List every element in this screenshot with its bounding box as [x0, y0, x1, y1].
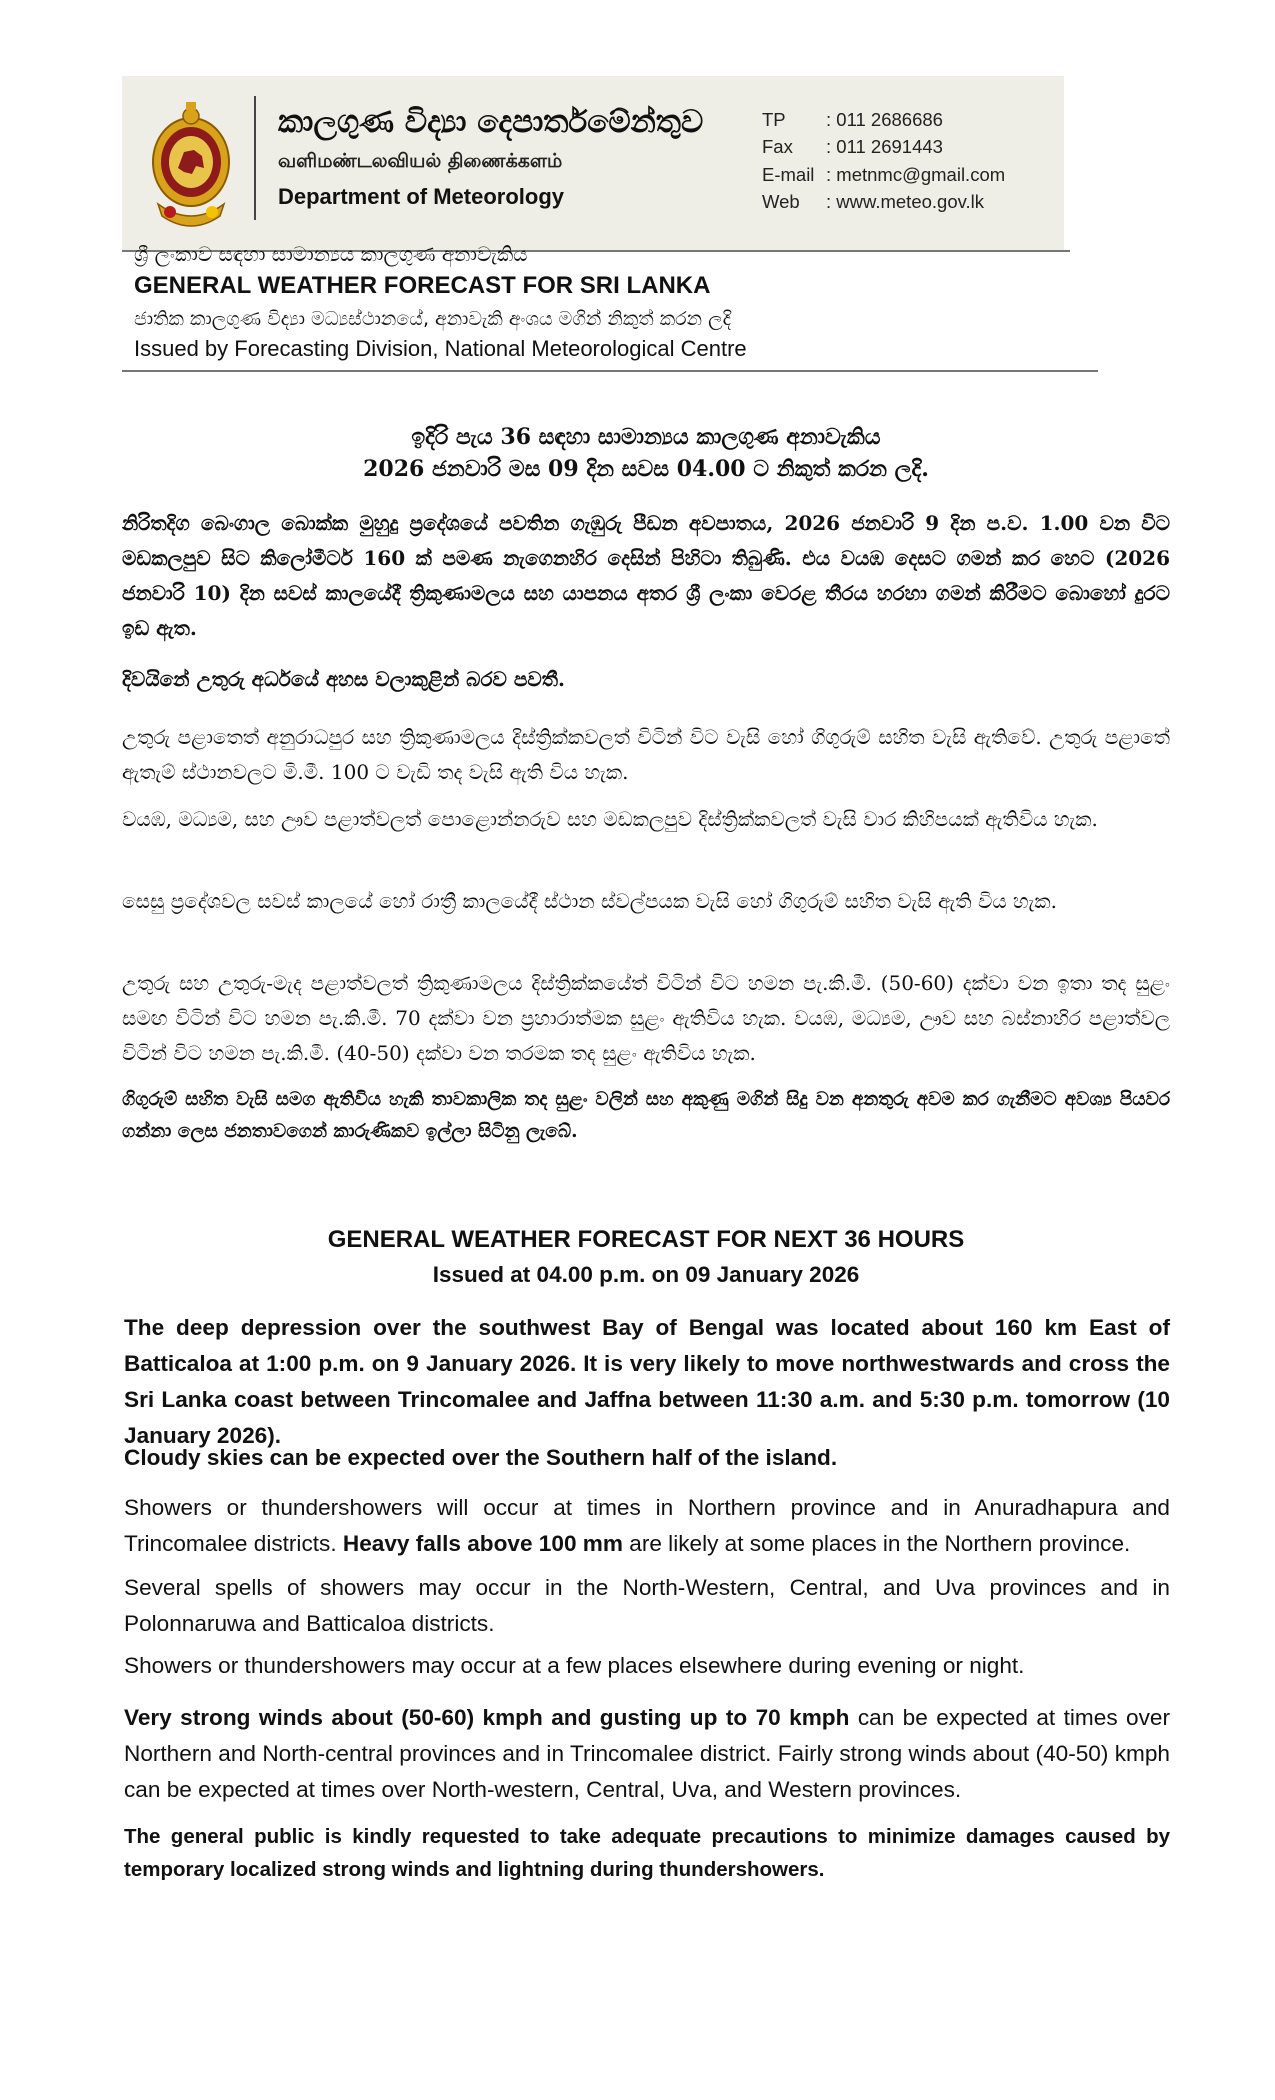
english-section-title: GENERAL WEATHER FORECAST FOR NEXT 36 HOURS	[327, 1226, 965, 1253]
sinhala-section-title: ඉදිරි පැය 36 සඳහා සාමාන්‍යය කාලගුණ අනාවැකිය	[411, 424, 881, 450]
english-paragraph-showers-provinces: Several spells of showers may occur in the North-Western, Central, and Uva provinces and in Polonnaruwa and Batticaloa districts.	[124, 1575, 1170, 1636]
sinhala-paragraph-showers-provinces: වයඹ, මධ්‍යම, සහ ඌව පළාත්වලත් පොළොන්නරුව සහ මඩකලපුව දිස්ත්‍රික්කවලත් වැසි වාර කිහිපයක් ඇතිවිය හැක.	[122, 807, 1098, 831]
english-paragraph-showers-elsewhere: Showers or thundershowers may occur at a few places elsewhere during evening or night.	[124, 1653, 1025, 1678]
org-name-sinhala: කාලගුණ විද්‍යා දෙපාර්තමේන්තුව	[278, 104, 704, 140]
contact-row-web: Web : www.meteo.gov.lk	[762, 191, 984, 213]
sinhala-paragraph-winds: උතුරු සහ උතුරු-මැද පළාත්වලත් ත්‍රිකුණාමලය දිස්ත්‍රික්කයේත් විටින් විට හමන පැ.කි.මී. (50-60) දක්වා වන ඉතා තද සුළං සමඟ විටින් විට හමන පැ.කි.මී. 70 දක්වා වන ප්‍රහාරාත්මක සුළං ඇතිවිය හැක. වයඹ, මධ්‍යම, ඌව සහ බස්නාහිර පළාත්වල විටින් විට හමන පැ.කි.මී. (40-50) දක්වා වන තරමක තද සුළං ඇතිවිය හැක.	[122, 971, 1170, 1065]
org-name-tamil: வளிமண்டலவியல் திணைக்களம்	[278, 150, 563, 172]
heavy-falls-highlight: Heavy falls above 100 mm	[342, 1531, 623, 1556]
contact-row-phone: TP : 011 2686686	[762, 108, 943, 130]
sinhala-paragraph-showers-north: උතුරු පළාතෙත් අනුරාධපුර සහ ත්‍රිකුණාමලය දිස්ත්‍රික්කවලත් විටින් විට වැසි හෝ ගිගුරුම් සහිත වැසි ඇතිවේ. උතුරු පළාතේ ඇතැම් ස්ථානවලට මි.මී. 100 ට වැඩි තද වැසි ඇති විය හැක.	[122, 725, 1170, 784]
header-divider	[254, 96, 256, 220]
contact-row-fax: Fax : 011 2691443	[762, 136, 943, 158]
contact-row-email: E-mail : metnmc@gmail.com	[762, 163, 1006, 185]
forecast-title-english: GENERAL WEATHER FORECAST FOR SRI LANKA	[134, 272, 711, 299]
sinhala-paragraph-cloudy: දිවයිනේ උතුරු අර්ධයේ අහස වලාකුළින් බරව පවතී.	[122, 667, 565, 691]
sinhala-paragraph-depression: නිරිතදිග බෙංගාල බොක්ක මුහුදු ප්‍රදේශයේ පවතින ගැඹුරු පීඩන අවපාතය, 2026 ජනවාරි 9 දින ප.ව. 1.00 වන විට මඩකලපුව සිට කිලෝමීටර් 160 ක් පමණ නැගෙනහිර දෙසින් පිහිටා තිබුණි. එය වයඹ දෙසට ගමන් කර හෙට (2026 ජනවාරි 10) දින සවස් කාලයේදී ත්‍රිකුණාමලය සහ යාපනය අතර ශ්‍රී ලංකා වෙරළ තීරය හරහා ගමන් කිරීමට බොහෝ දුරට ඉඩ ඇත.	[122, 511, 1170, 640]
sinhala-paragraph-showers-elsewhere: සෙසු ප්‍රදේශවල සවස් කාලයේ හෝ රාත්‍රී කාලයේදී ස්ථාන ස්වල්පයක වැසි හෝ ගිගුරුම් සහිත වැසි ඇති විය හැක.	[122, 889, 1057, 913]
issuer-english: Issued by Forecasting Division, National Meteorological Centre	[134, 336, 747, 361]
org-name-english: Department of Meteorology	[278, 184, 565, 209]
forecast-title-sinhala: ශ්‍රී ලංකාව සඳහා සාමාන්‍යය කාලගුණ අනාවැකිය	[134, 242, 528, 266]
sinhala-paragraph-precautions: ගිගුරුම් සහිත වැසි සමග ඇතිවිය හැකි තාවකාලික තද සුළං වලින් සහ අකුණු මගින් සිදු වන අනතුරු අවම කර ගැනීමට අවශ්‍ය පියවර ගන්නා ලෙස ජනතාවගෙන් කාරුණිකව ඉල්ලා සිටිනු ලැබේ.	[122, 1089, 1170, 1142]
sri-lanka-emblem-icon	[148, 96, 234, 232]
english-paragraph-winds: Very strong winds about (50-60) kmph and gusting up to 70 kmph can be expected at times over Northern and North-central provinces and in Trincomalee district. Fairly strong winds about (40-50) kmph can be expected at times over North-western, Central, Uva, and Western provinces.	[124, 1705, 1170, 1802]
english-paragraph-depression: The deep depression over the southwest Bay of Bengal was located about 160 km East of Batticaloa at 1:00 p.m. on 9 January 2026. It is very likely to move northwestwards and cross the Sri Lanka coast between Trincomalee and Jaffna between 11:30 a.m. and 5:30 p.m. tomorrow (10 January 2026).	[124, 1315, 1170, 1448]
subheader-rule	[122, 370, 1098, 372]
english-paragraph-precautions: The general public is kindly requested to take adequate precautions to minimize damages caused by temporary localized strong winds and lightning during thundershowers.	[124, 1825, 1170, 1881]
contact-block	[762, 106, 1005, 216]
issuer-sinhala: ජාතික කාලගුණ විද්‍යා මධ්‍යස්ථානයේ, අනාවැකි අංශය මගින් නිකුත් කරන ලදි	[134, 308, 732, 330]
english-paragraph-showers-north: Showers or thundershowers will occur at times in Northern province and in Anuradhapura and Trincomalee districts. Heavy falls above 100 mm are likely at some places in the Northern province.	[124, 1495, 1170, 1556]
strong-winds-highlight: Very strong winds about (50-60) kmph and gusting up to 70 kmph	[124, 1705, 850, 1730]
english-paragraph-cloudy: Cloudy skies can be expected over the Southern half of the island.	[124, 1445, 838, 1470]
english-issued-line: Issued at 04.00 p.m. on 09 January 2026	[432, 1262, 860, 1287]
sinhala-issued-line: 2026 ජනවාරි මස 09 දින සවස 04.00 ට නිකුත් කරන ලදි.	[363, 456, 929, 482]
